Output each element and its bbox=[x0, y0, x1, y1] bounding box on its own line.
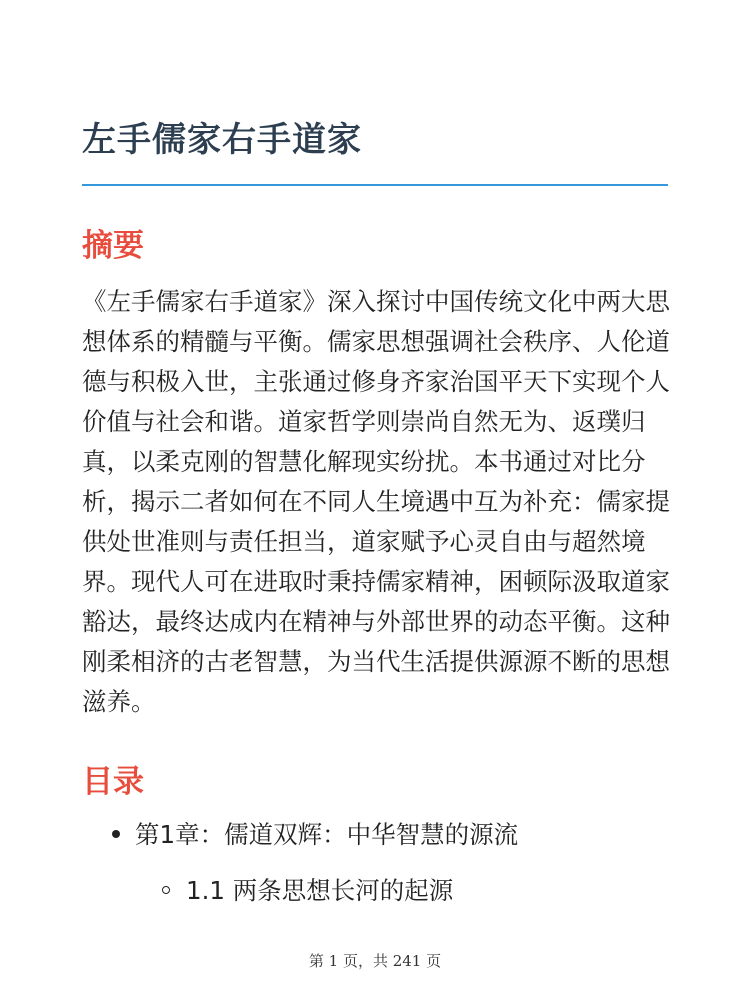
abstract-heading: 摘要 bbox=[82, 228, 144, 264]
title-divider bbox=[82, 184, 668, 186]
bullet-disc-icon bbox=[112, 830, 120, 838]
bullet-circle-icon bbox=[162, 886, 170, 894]
toc-item-label: 第1章：儒道双辉：中华智慧的源流 bbox=[135, 820, 519, 849]
toc-item-section-1-1[interactable] bbox=[162, 872, 453, 907]
document-title: 左手儒家右手道家 bbox=[82, 120, 362, 160]
abstract-paragraph: 《左手儒家右手道家》深入探讨中国传统文化中两大思想体系的精髓与平衡。儒家思想强调社会秩序、人伦道德与积极入世，主张通过修身齐家治国平天下实现个人价值与社会和谐。道家哲学则崇尚自然无为、返璞归真，以柔克刚的智慧化解现实纷扰。本书通过对比分析，揭示二者如何在不同人生境遇中互为补充：儒家提供处世准则与责任担当，道家赋予心灵自由与超然境界。现代人可在进取时秉持儒家精神，困顿际汲取道家豁达，最终达成内在精神与外部世界的动态平衡。这种刚柔相济的古老智慧，为当代生活提供源源不断的思想滋养。 bbox=[82, 287, 670, 716]
toc-item-label: 1.1 两条思想长河的起源 bbox=[186, 876, 454, 905]
toc-heading: 目录 bbox=[82, 764, 144, 800]
toc-item-chapter-1[interactable] bbox=[112, 816, 518, 851]
page-number-footer: 第 1 页，共 241 页 bbox=[308, 952, 442, 970]
